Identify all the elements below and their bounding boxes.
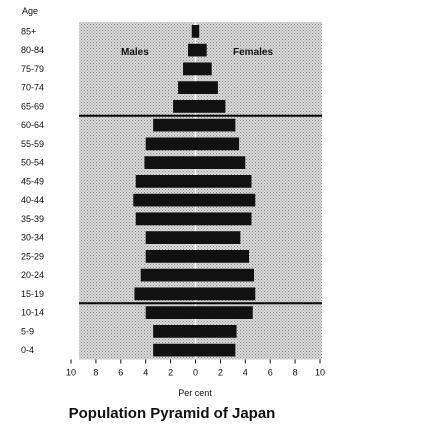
y-tick-label: 10-14 <box>21 307 45 318</box>
female-bar-10-14 <box>196 306 253 319</box>
female-bar-40-44 <box>196 194 256 207</box>
y-tick-label: 70-74 <box>21 82 45 93</box>
female-bar-75-79 <box>196 63 212 76</box>
female-bar-25-29 <box>196 250 250 263</box>
y-axis-label: Age <box>22 6 39 16</box>
female-bar-65-69 <box>196 100 226 113</box>
y-tick-label: 55-59 <box>21 138 45 149</box>
male-bar-5-9 <box>153 325 195 338</box>
y-tick-label: 20-24 <box>21 270 45 281</box>
female-bar-80-84 <box>196 44 207 57</box>
female-bar-35-39 <box>196 213 252 226</box>
male-bar-10-14 <box>146 306 196 319</box>
y-tick-label: 85+ <box>21 26 37 37</box>
female-bar-60-64 <box>196 119 236 132</box>
male-bar-45-49 <box>136 175 196 188</box>
female-bar-20-24 <box>196 269 255 282</box>
male-bar-50-54 <box>144 156 195 169</box>
male-bar-35-39 <box>136 213 196 226</box>
y-tick-label: 60-64 <box>21 120 45 131</box>
x-tick-label: 2 <box>168 367 174 378</box>
male-bar-60-64 <box>153 119 195 132</box>
male-bar-55-59 <box>146 138 196 151</box>
y-tick-label: 30-34 <box>21 232 45 243</box>
females-label: Females <box>233 47 274 58</box>
y-tick-label: 80-84 <box>21 45 45 56</box>
x-tick-label: 4 <box>143 367 149 378</box>
female-bar-30-34 <box>196 231 241 244</box>
male-bar-15-19 <box>134 288 195 301</box>
x-tick-label: 6 <box>267 367 273 378</box>
x-tick-label: 8 <box>292 367 298 378</box>
female-bar-55-59 <box>196 138 240 151</box>
x-tick-label: 10 <box>65 367 77 378</box>
female-bar-5-9 <box>196 325 237 338</box>
y-tick-label: 0-4 <box>21 345 35 356</box>
x-tick-label: 0 <box>192 367 199 378</box>
x-tick-label: 10 <box>314 367 326 378</box>
female-bar-0-4 <box>196 344 236 357</box>
female-bar-45-49 <box>196 175 252 188</box>
y-tick-label: 75-79 <box>21 63 45 74</box>
male-bar-40-44 <box>133 194 195 207</box>
female-bar-50-54 <box>196 156 246 169</box>
x-tick-label: 8 <box>93 367 99 378</box>
female-bar-70-74 <box>196 81 218 94</box>
male-bar-20-24 <box>141 269 196 282</box>
y-tick-label: 45-49 <box>21 176 45 187</box>
y-tick-label: 15-19 <box>21 288 45 299</box>
y-tick-label: 5-9 <box>21 326 35 337</box>
y-tick-label: 35-39 <box>21 213 45 224</box>
male-bar-75-79 <box>183 63 195 76</box>
y-tick-label: 40-44 <box>21 195 45 206</box>
male-bar-65-69 <box>173 100 195 113</box>
x-tick-label: 4 <box>242 367 248 378</box>
x-tick-label: 6 <box>118 367 124 378</box>
male-bar-30-34 <box>146 231 196 244</box>
y-tick-label: 65-69 <box>21 101 45 112</box>
males-label: Males <box>121 47 149 58</box>
female-bar-85+ <box>196 25 200 38</box>
male-bar-0-4 <box>153 344 195 357</box>
x-tick-label: 2 <box>217 367 223 378</box>
male-bar-85+ <box>192 25 196 38</box>
male-bar-25-29 <box>146 250 196 263</box>
x-axis-label: Per cent <box>178 388 212 398</box>
y-tick-label: 25-29 <box>21 251 45 262</box>
y-tick-label: 50-54 <box>21 157 45 168</box>
male-bar-70-74 <box>178 81 195 94</box>
female-bar-15-19 <box>196 288 256 301</box>
male-bar-80-84 <box>188 44 195 57</box>
chart-title: Population Pyramid of Japan <box>68 405 276 422</box>
